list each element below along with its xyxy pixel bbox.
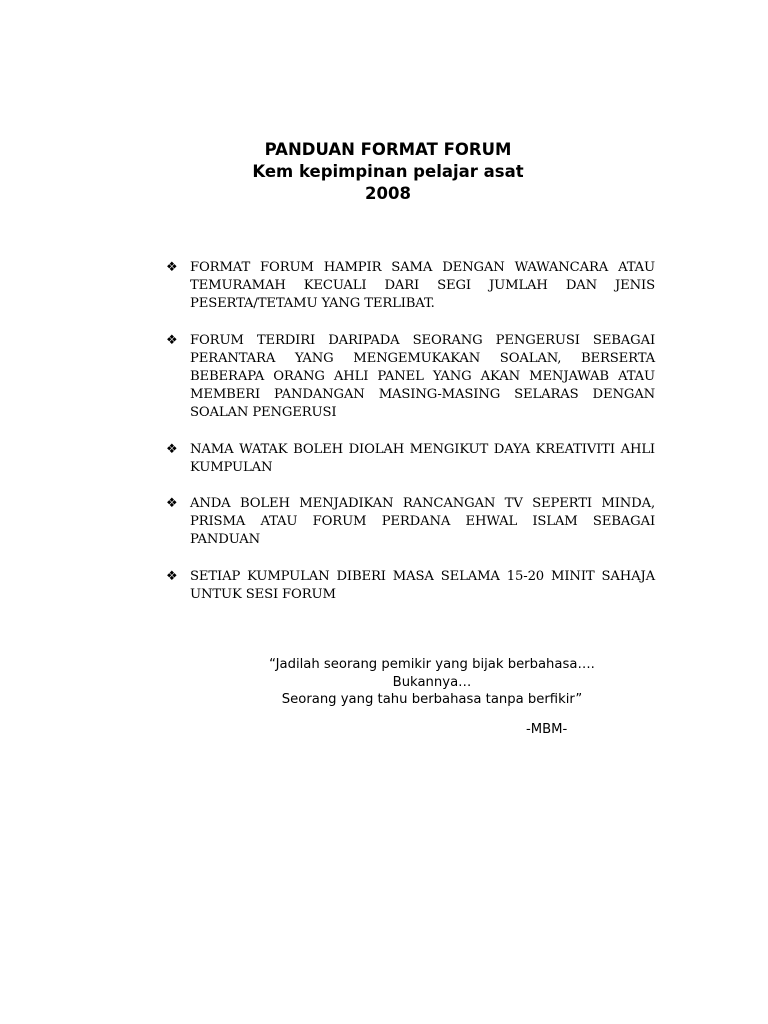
document-title-block [0, 139, 768, 205]
list-item [165, 441, 655, 477]
diamond-bullet-icon: ❖ [166, 332, 178, 348]
closing-quote [232, 656, 632, 709]
list-item [165, 332, 655, 423]
list-item [165, 259, 655, 314]
diamond-bullet-icon: ❖ [166, 568, 178, 584]
list-item-text: NAMA WATAK BOLEH DIOLAH MENGIKUT DAYA KREATIVITI AHLI KUMPULAN [190, 441, 655, 475]
diamond-bullet-icon: ❖ [166, 496, 178, 512]
document-title: PANDUAN FORMAT FORUM [264, 140, 512, 159]
quote-line-2: Bukannya… [392, 674, 472, 690]
list-item-text: FORMAT FORUM HAMPIR SAMA DENGAN WAWANCARA ATAU TEMURAMAH KECUALI DARI SEGI JUMLAH DAN JENIS PESERTA/TETAMU YANG TERLIBAT. [190, 260, 655, 312]
quote-attribution: -MBM- [526, 722, 568, 737]
document-subtitle: Kem kepimpinan pelajar asat [252, 162, 524, 181]
quote-line-3: Seorang yang tahu berbahasa tanpa berfikir” [281, 692, 583, 707]
list-item-text: ANDA BOLEH MENJADIKAN RANCANGAN TV SEPERTI MINDA, PRISMA ATAU FORUM PERDANA EHWAL ISLAM SEBAGAI PANDUAN [190, 496, 655, 548]
list-item-text: FORUM TERDIRI DARIPADA SEORANG PENGERUSI SEBAGAI PERANTARA YANG MENGEMUKAKAN SOALAN, BERSERTA BEBERAPA ORANG AHLI PANEL YANG AKAN MENJAWAB ATAU MEMBERI PANDANGAN MASING-MASING SELARAS DENGAN SOALAN PENGERUSI [190, 332, 655, 421]
list-item-text: SETIAP KUMPULAN DIBERI MASA SELAMA 15-20 MINIT SAHAJA UNTUK SESI FORUM [190, 568, 655, 602]
quote-line-1: “Jadilah seorang pemikir yang bijak berbahasa…. [269, 657, 595, 672]
diamond-bullet-icon: ❖ [166, 441, 178, 457]
diamond-bullet-icon: ❖ [166, 260, 178, 275]
list-item [165, 568, 655, 604]
document-year: 2008 [365, 184, 411, 203]
list-item [165, 495, 655, 550]
guideline-list [165, 259, 655, 622]
